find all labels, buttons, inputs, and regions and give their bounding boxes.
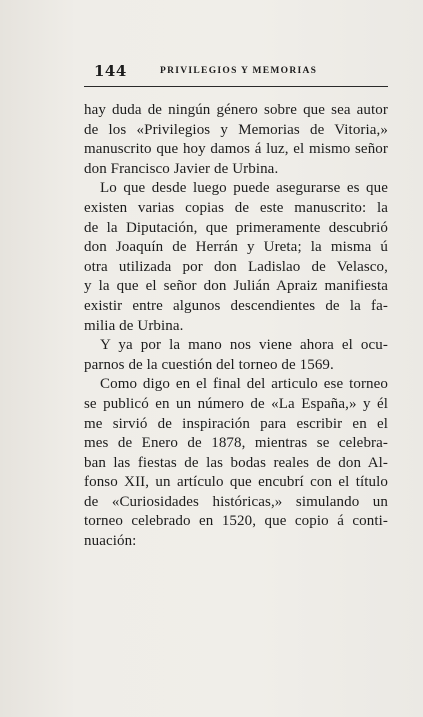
text-line: ban las fiestas de las bodas reales de don Al- (84, 454, 388, 471)
text-line: Y ya por la mano nos viene ahora el ocu- (100, 337, 388, 354)
paragraph-2 (84, 179, 388, 336)
text-line: parnos de la cuestión del torneo de 1569. (84, 356, 334, 373)
text-line: manuscrito que hoy damos á luz, el mismo señor (84, 141, 388, 158)
text-line: Lo que desde luego puede asegurarse es que (100, 180, 388, 197)
text-line: otra utilizada por don Ladislao de Velasco, (84, 258, 388, 275)
paragraph-3 (84, 336, 388, 375)
text-line: existir entre algunos descendientes de la fa- (84, 297, 388, 314)
text-line: hay duda de ningún género sobre que sea autor (84, 102, 388, 118)
page-number: 144 (94, 62, 127, 80)
text-line: existen varias copias de este manuscrito: la (84, 199, 388, 216)
text-line: me sirvió de inspiración para escribir en el (84, 415, 388, 432)
text-line: mes de Enero de 1878, mientras se celebra- (84, 435, 388, 452)
paragraph-4 (84, 375, 388, 551)
paragraph-1 (84, 101, 388, 179)
text-line: milia de Urbina. (84, 317, 184, 334)
text-line: de «Curiosidades históricas,» simulando un (84, 493, 388, 510)
text-line: torneo celebrado en 1520, que copio á conti- (84, 513, 388, 530)
header-rule (84, 86, 388, 87)
text-line: don Joaquín de Herrán y Ureta; la misma ú (84, 239, 388, 256)
text-line: Como digo en el final del articulo ese torneo (100, 376, 388, 393)
text-line: se publicó en un número de «La España,» y él (84, 395, 388, 412)
text-line: de la Diputación, que primeramente descubrió (84, 219, 388, 236)
body-text (84, 101, 388, 552)
text-line: nuación: (84, 533, 137, 550)
text-line: y la que el señor don Julián Apraiz manifiesta (84, 278, 388, 295)
text-line: don Francisco Javier de Urbina. (84, 160, 279, 177)
text-line: fonso XII, un artículo que encubrí con el título (84, 474, 388, 491)
running-title: PRIVILEGIOS Y MEMORIAS (160, 66, 318, 76)
text-line: de los «Privilegios y Memorias de Vitoria,» (84, 121, 388, 138)
page-header (82, 60, 388, 82)
